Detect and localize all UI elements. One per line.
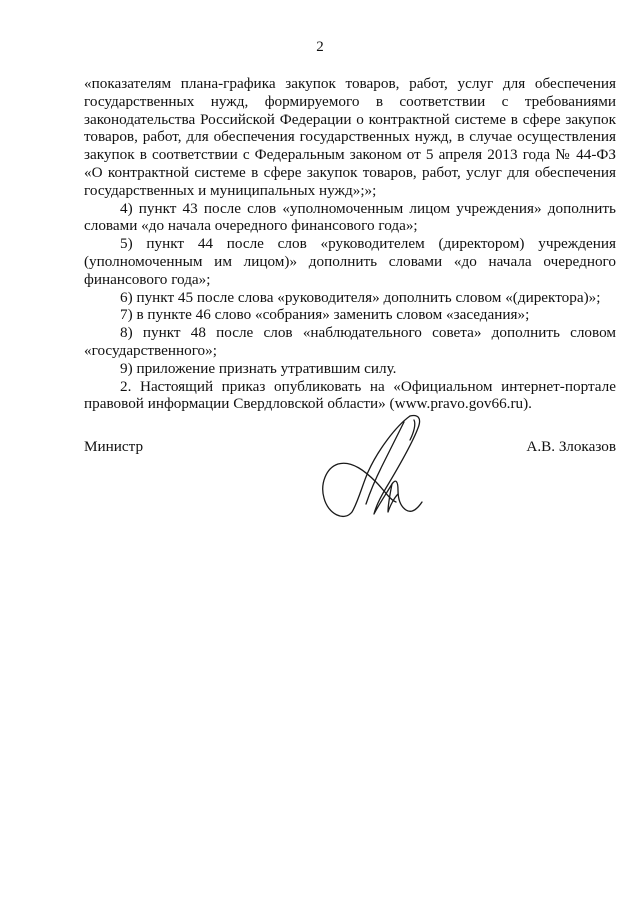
paragraph-item-5: 5) пункт 44 после слов «руководителем (директором) учреждения (уполномоченным им лицом)» дополнить словами «до начала очередного финансового года»; [84, 235, 616, 288]
paragraph-item-4: 4) пункт 43 после слов «уполномоченным лицом учреждения» дополнить словами «до начала очередного финансового года»; [84, 199, 616, 235]
paragraph-item-7: 7) в пункте 46 слово «собрания» заменить словом «заседания»; [120, 306, 530, 324]
page-number: 2 [316, 39, 324, 55]
paragraph-section-2: 2. Настоящий приказ опубликовать на «Официальном интернет-портале правовой информации Свердловской области» (www.pravo.gov66.ru). [84, 377, 616, 413]
signatory-name: А.В. Злоказов [526, 438, 616, 455]
paragraph-item-9: 9) приложение признать утратившим силу. [120, 359, 397, 377]
signatory-title: Министр [84, 438, 144, 455]
signature-stroke-main [374, 416, 422, 515]
paragraph-item-6: 6) пункт 45 после слова «руководителя» дополнить словом «(директора)»; [120, 288, 601, 306]
document-body [84, 75, 616, 413]
paragraph-continuation: «показателям плана-графика закупок товаров, работ, услуг для обеспечения государственных нужд, формируемого в соответствии с требованиями законодательства Российской Федерации о контрактной системе в сфере закупок товаров, работ, для обеспечения государственных нужд, в случае осуществления закупок в соответствии с Федеральным законом от 5 апреля 2013 года № 44-ФЗ «О контрактной системе в сфере закупок товаров, работ, услуг для обеспечения государственных и муниципальных нужд»;»; [84, 75, 616, 199]
paragraph-item-8: 8) пункт 48 после слов «наблюдательного совета» дополнить словом «государственного»; [84, 324, 616, 359]
handwritten-signature [318, 410, 442, 530]
